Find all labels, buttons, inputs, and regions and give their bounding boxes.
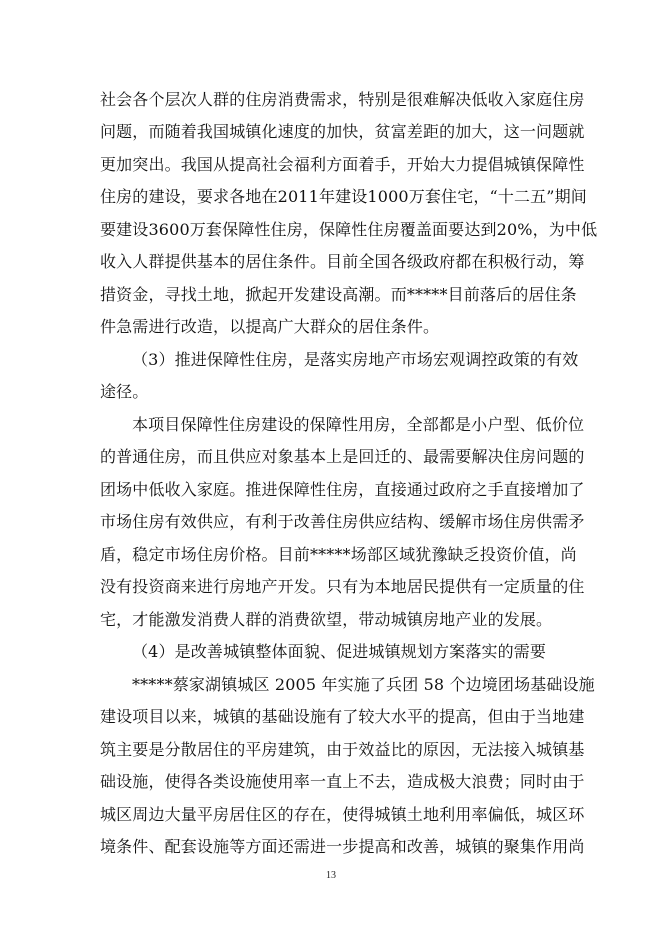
paragraph-5-line-5: 城区周边大量平房居住区的存在，使得城镇土地利用率偏低，城区环 — [100, 805, 585, 824]
paragraph-5-line-4: 础设施，使得各类设施使用率一直上不去，造成极大浪费；同时由于 — [100, 772, 585, 791]
paragraph-1-line-4: 住房的建设，要求各地在2011年建设1000万套住宅，“十二五”期间 — [100, 187, 587, 206]
page-number: 13 — [326, 870, 336, 881]
paragraph-5-line-6: 境条件、配套设施等方面还需进一步提高和改善，城镇的聚集作用尚 — [100, 837, 585, 856]
paragraph-1-line-7: 措资金，寻找土地，掀起开发建设高潮。而*****目前落后的居住条 — [100, 285, 577, 304]
paragraph-5-line-1: *****蔡家湖镇城区 2005 年实施了兵团 58 个边境团场基础设施 — [132, 675, 595, 694]
section-heading-3: （3）推进保障性住房，是落实房地产市场宏观调控政策的有效 — [132, 350, 579, 369]
paragraph-3-line-1: 本项目保障性住房建设的保障性用房，全部都是小户型、低价位 — [132, 415, 585, 434]
paragraph-3-line-2: 的普通住房，而且供应对象基本上是回迁的、最需要解决住房问题的 — [100, 447, 585, 466]
paragraph-3-line-5: 盾，稳定市场住房价格。目前*****场部区域犹豫缺乏投资价值，尚 — [100, 545, 577, 564]
paragraph-1-line-2: 问题，而随着我国城镇化速度的加快，贫富差距的加大，这一问题就 — [100, 122, 585, 141]
paragraph-3-line-3: 团场中低收入家庭。推进保障性住房，直接通过政府之手直接增加了 — [100, 480, 585, 499]
paragraph-1-line-6: 收入人群提供基本的居住条件。目前全国各级政府都在积极行动，筹 — [100, 252, 585, 271]
paragraph-3-line-4: 市场住房有效供应，有利于改善住房供应结构、缓解市场住房供需矛 — [100, 512, 585, 531]
paragraph-3-line-7: 宅，才能激发消费人群的消费欲望，带动城镇房地产业的发展。 — [100, 610, 553, 629]
section-heading-3-line-2: 途径。 — [100, 382, 149, 401]
paragraph-1-line-3: 更加突出。我国从提高社会福利方面着手，开始大力提倡城镇保障性 — [100, 155, 585, 174]
paragraph-5-line-2: 建设项目以来，城镇的基础设施有了较大水平的提高，但由于当地建 — [100, 707, 585, 726]
section-heading-4: （4）是改善城镇整体面貌、促进城镇规划方案落实的需要 — [132, 642, 547, 661]
paragraph-1-line-8: 件急需进行改造，以提高广大群众的居住条件。 — [100, 317, 440, 336]
paragraph-1-line-5: 要建设3600万套保障性住房，保障性住房覆盖面要达到20%，为中低 — [100, 220, 598, 239]
paragraph-5-line-3: 筑主要是分散居住的平房建筑，由于效益比的原因，无法接入城镇基 — [100, 740, 585, 759]
paragraph-3-line-6: 没有投资商来进行房地产开发。只有为本地居民提供有一定质量的住 — [100, 577, 585, 596]
paragraph-1-line-1: 社会各个层次人群的住房消费需求，特别是很难解决低收入家庭住房 — [100, 90, 585, 109]
